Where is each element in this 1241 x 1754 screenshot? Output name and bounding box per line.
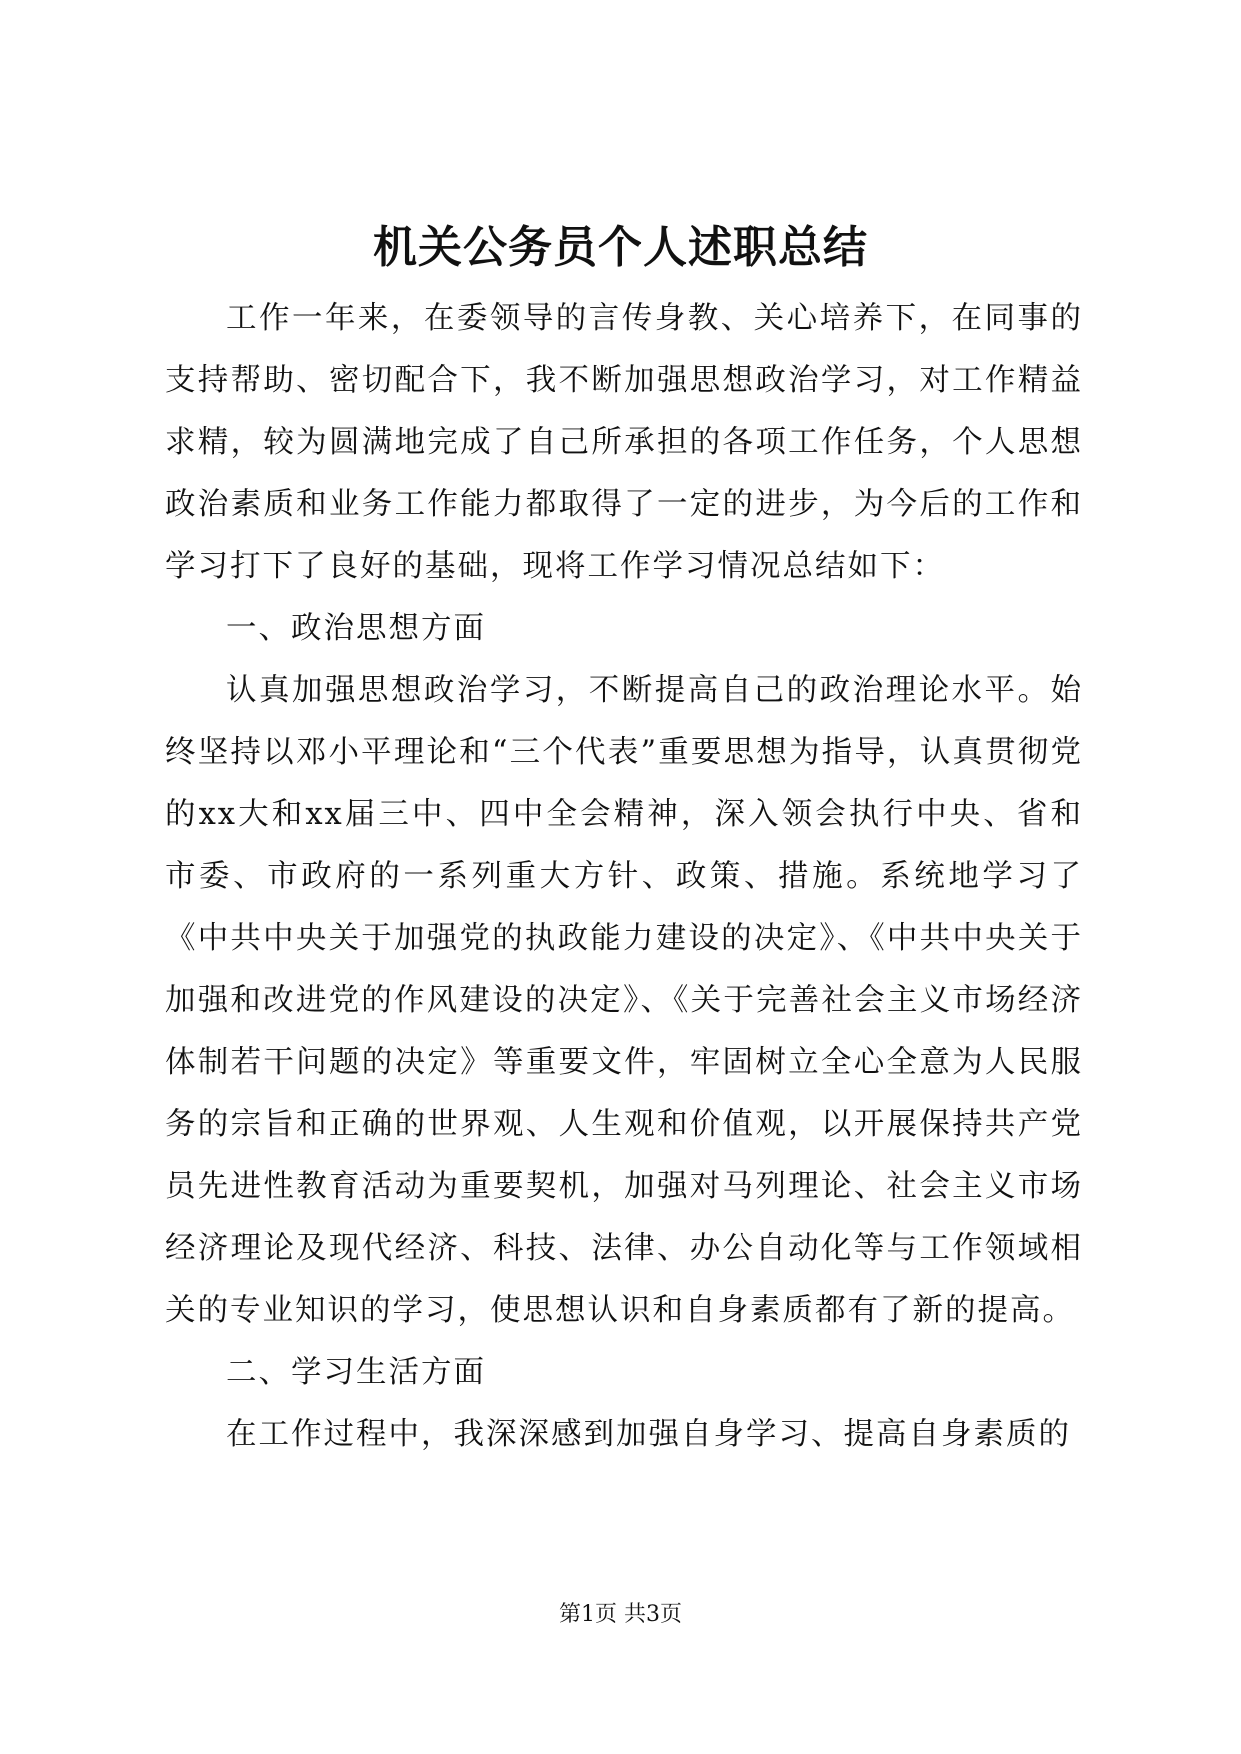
political-paragraph: 认真加强思想政治学习，不断提高自己的政治理论水平。始终坚持以邓小平理论和“三个代表”重要思想为指导，认真贯彻党的xx大和xx届三中、四中全会精神，深入领会执行中央、省和市委、市政府的一系列重大方针、政策、措施。系统地学习了《中共中央关于加强党的执政能力建设的决定》、《中共中央关于加强和改进党的作风建设的决定》、《关于完善社会主义市场经济体制若干问题的决定》等重要文件，牢固树立全心全意为人民服务的宗旨和正确的世界观、人生观和价值观，以开展保持共产党员先进性教育活动为重要契机，加强对马列理论、社会主义市场经济理论及现代经济、科技、法律、办公自动化等与工作领域相关的专业知识的学习，使思想认识和自身素质都有了新的提高。 xyxy=(165,673,1083,1328)
document-body xyxy=(165,288,1083,1466)
page-footer: 第1页 共3页 xyxy=(559,1602,682,1627)
study-paragraph: 在工作过程中，我深深感到加强自身学习、提高自身素质的 xyxy=(226,1417,1071,1452)
document-title: 机关公务员个人述职总结 xyxy=(373,222,868,273)
section-heading-political: 一、政治思想方面 xyxy=(226,611,486,646)
intro-paragraph: 工作一年来，在委领导的言传身教、关心培养下，在同事的支持帮助、密切配合下，我不断加强思想政治学习，对工作精益求精，较为圆满地完成了自己所承担的各项工作任务，个人思想政治素质和业务工作能力都取得了一定的进步，为今后的工作和学习打下了良好的基础，现将工作学习情况总结如下： xyxy=(165,301,1083,584)
section-heading-study: 二、学习生活方面 xyxy=(226,1355,486,1390)
